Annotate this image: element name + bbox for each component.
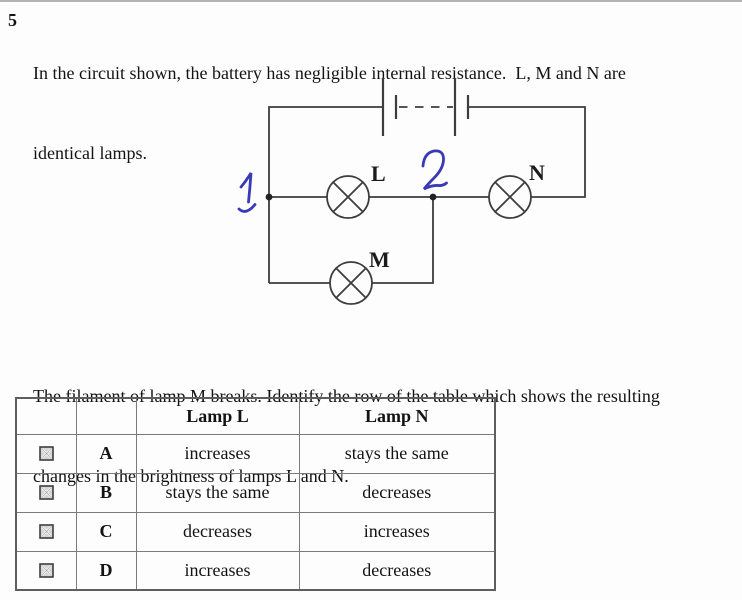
lamp-n-label: N bbox=[529, 160, 545, 185]
wire bbox=[269, 107, 585, 283]
lamp-l-cell: increases bbox=[136, 434, 299, 473]
handwritten-node-2-annotation bbox=[423, 151, 447, 189]
circuit-svg bbox=[228, 68, 608, 323]
option-letter: A bbox=[76, 434, 136, 473]
header-checkbox-column bbox=[16, 398, 76, 434]
answer-table bbox=[15, 397, 496, 591]
lamp-n-icon bbox=[489, 176, 531, 218]
lamp-n-cell: decreases bbox=[299, 551, 495, 590]
header-option-column bbox=[76, 398, 136, 434]
answer-checkbox-a[interactable] bbox=[39, 446, 54, 461]
table-row-c bbox=[16, 512, 495, 551]
scan-edge-artifact bbox=[0, 0, 742, 2]
header-lamp-n: Lamp N bbox=[299, 398, 495, 434]
circuit-diagram bbox=[228, 68, 608, 323]
lamp-l-cell: decreases bbox=[136, 512, 299, 551]
lamp-m-label: M bbox=[369, 247, 390, 272]
question-number: 5 bbox=[8, 10, 17, 30]
lamp-n-cell: increases bbox=[299, 512, 495, 551]
lamp-n-cell: decreases bbox=[299, 473, 495, 512]
table-row-a bbox=[16, 434, 495, 473]
answer-checkbox-c[interactable] bbox=[39, 524, 54, 539]
lamp-l-icon bbox=[327, 176, 369, 218]
option-letter: B bbox=[76, 473, 136, 512]
text-line: The filament of lamp M breaks. Identify the row of the table which shows the resulting bbox=[33, 386, 660, 406]
answer-checkbox-d[interactable] bbox=[39, 563, 54, 578]
option-letter: D bbox=[76, 551, 136, 590]
option-letter: C bbox=[76, 512, 136, 551]
lamp-l-cell: stays the same bbox=[136, 473, 299, 512]
checkbox-cell bbox=[16, 551, 76, 590]
table-header-row bbox=[16, 398, 495, 434]
node-2-dot bbox=[430, 194, 437, 201]
checkbox-cell bbox=[16, 512, 76, 551]
header-lamp-l: Lamp L bbox=[136, 398, 299, 434]
lamp-n-cell: stays the same bbox=[299, 434, 495, 473]
lamp-l-cell: increases bbox=[136, 551, 299, 590]
handwritten-node-1-annotation bbox=[239, 173, 255, 211]
table-row-d bbox=[16, 551, 495, 590]
checkbox-cell bbox=[16, 434, 76, 473]
lamp-m-icon bbox=[330, 262, 372, 304]
node-1-dot bbox=[266, 194, 273, 201]
table-row-b bbox=[16, 473, 495, 512]
answer-checkbox-b[interactable] bbox=[39, 485, 54, 500]
text-line: identical lamps. bbox=[33, 142, 147, 163]
text-line: changes in the brightness of lamps L and N. bbox=[33, 465, 349, 486]
battery-icon bbox=[383, 78, 468, 136]
lamp-l-label: L bbox=[371, 161, 386, 186]
checkbox-cell bbox=[16, 473, 76, 512]
text-line: In the circuit shown, the battery has negligible internal resistance. L, M and N are bbox=[33, 63, 626, 83]
